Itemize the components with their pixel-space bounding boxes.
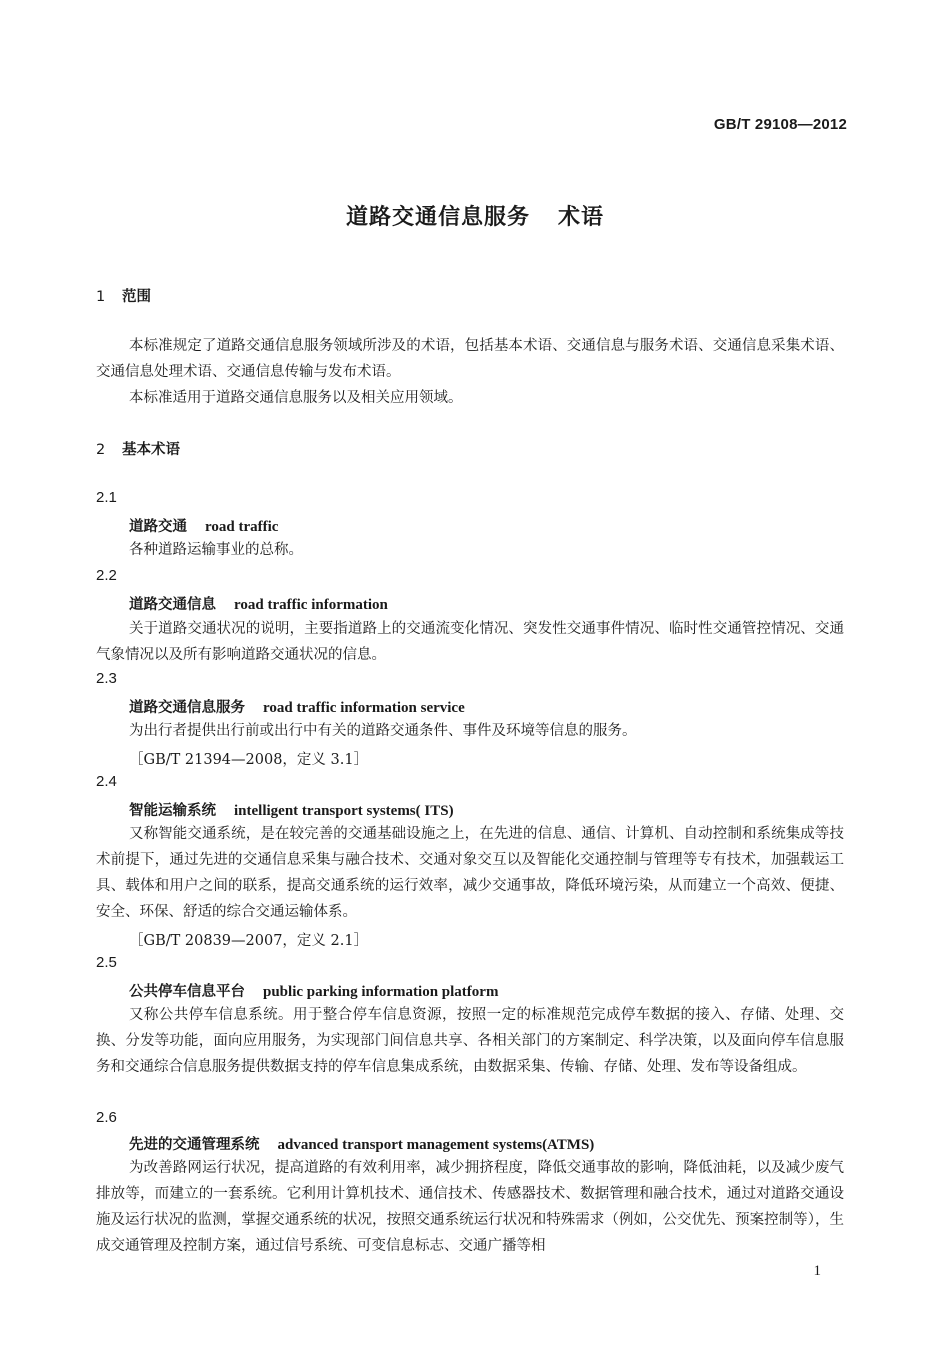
section-title: 范围	[122, 289, 151, 305]
term-heading	[129, 593, 388, 614]
term-chinese: 道路交通	[129, 519, 187, 535]
term-definition: 各种道路运输事业的总称。	[129, 542, 303, 558]
standard-code: GB/T 29108—2012	[713, 116, 847, 133]
term-chinese: 智能运输系统	[129, 803, 216, 819]
term-english: road traffic information	[234, 597, 388, 613]
term-definition: 关于道路交通状况的说明，主要指道路上的交通流变化情况、突发性交通事件情况、临时性交通管控情况、交通气象情况以及所有影响道路交通状况的信息。	[96, 621, 844, 663]
term-source: ［GB/T 20839—2007，定义 2.1］	[129, 933, 369, 949]
page-number: 1	[813, 1263, 821, 1279]
section-number: 1	[96, 289, 106, 305]
title-sub: 术语	[558, 205, 605, 230]
term-english: intelligent transport systems( ITS)	[234, 803, 454, 819]
term-chinese: 道路交通信息	[129, 597, 216, 613]
term-chinese: 道路交通信息服务	[129, 700, 245, 716]
term-number: 2.2	[96, 567, 117, 584]
term-number: 2.3	[96, 670, 117, 687]
term-number: 2.6	[96, 1109, 117, 1126]
term-number: 2.1	[96, 489, 117, 506]
term-chinese: 先进的交通管理系统	[129, 1137, 260, 1153]
scope-paragraph-1: 本标准规定了道路交通信息服务领域所涉及的术语，包括基本术语、交通信息与服务术语、交通信息采集术语、交通信息处理术语、交通信息传输与发布术语。	[96, 338, 844, 380]
term-definition: 为出行者提供出行前或出行中有关的道路交通条件、事件及环境等信息的服务。	[129, 723, 637, 739]
term-heading	[129, 980, 498, 1001]
term-english: road traffic information service	[263, 700, 465, 716]
section-heading-scope	[96, 285, 151, 306]
term-source: ［GB/T 21394—2008，定义 3.1］	[129, 752, 369, 768]
section-title: 基本术语	[122, 442, 180, 458]
term-heading	[129, 799, 454, 820]
term-definition: 又称智能交通系统，是在较完善的交通基础设施之上，在先进的信息、通信、计算机、自动控制和系统集成等技术前提下，通过先进的交通信息采集与融合技术、交通对象交互以及智能化交通控制与管理等专有技术，加强载运工具、载体和用户之间的联系，提高交通系统的运行效率，减少交通事故，降低环境污染，从而建立一个高效、便捷、安全、环保、舒适的综合交通运输体系。	[96, 826, 844, 920]
term-heading	[129, 1133, 594, 1154]
term-definition: 又称公共停车信息系统。用于整合停车信息资源，按照一定的标准规范完成停车数据的接入、存储、处理、交换、分发等功能，面向应用服务，为实现部门间信息共享、各相关部门的方案制定、科学决策，以及面向停车信息服务和交通综合信息服务提供数据支持的停车信息集成系统，由数据采集、传输、存储、处理、发布等设备组成。	[96, 1007, 844, 1075]
scope-paragraph-2: 本标准适用于道路交通信息服务以及相关应用领域。	[129, 390, 463, 406]
section-number: 2	[96, 442, 106, 458]
term-chinese: 公共停车信息平台	[129, 984, 245, 1000]
term-english: advanced transport management systems(ATMS)	[277, 1137, 595, 1153]
term-number: 2.4	[96, 773, 117, 790]
section-heading-basic-terms	[96, 438, 180, 459]
term-heading	[129, 515, 278, 536]
title-main: 道路交通信息服务	[345, 205, 530, 230]
term-english: road traffic	[205, 519, 279, 535]
term-definition: 为改善路网运行状况，提高道路的有效利用率，减少拥挤程度，降低交通事故的影响，降低油耗，以及减少废气排放等，而建立的一套系统。它利用计算机技术、通信技术、传感器技术、数据管理和融合技术，通过对道路交通设施及运行状况的监测，掌握交通系统的状况，按照交通系统运行状况和特殊需求（例如，公交优先、预案控制等），生成交通管理及控制方案，通过信号系统、可变信息标志、交通广播等相	[96, 1160, 844, 1254]
term-number: 2.5	[96, 954, 117, 971]
term-heading	[129, 696, 465, 717]
term-english: public parking information platform	[263, 984, 499, 1000]
document-title	[0, 200, 950, 231]
